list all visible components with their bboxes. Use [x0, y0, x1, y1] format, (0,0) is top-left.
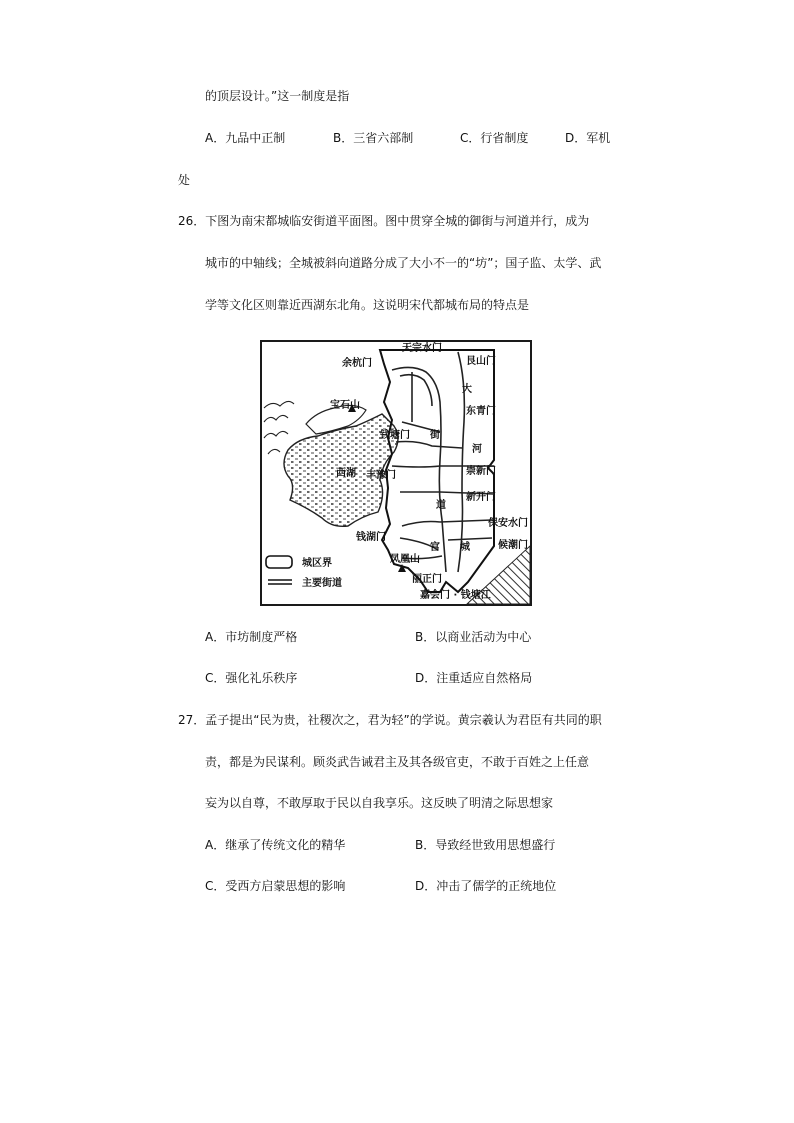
q26-stem-line2: 城市的中轴线；全城被斜向道路分成了大小不一的“坊”；国子监、太学、武 — [205, 256, 602, 270]
q25-option-d-wrap: 处 — [178, 173, 191, 187]
label-dao: 道 — [436, 500, 446, 511]
label-baoshishan: 宝石山 — [330, 400, 360, 411]
q25-option-d: D．军机 — [565, 131, 611, 145]
west-hills — [264, 401, 294, 454]
q27-stem-line3: 妄为以自尊，不敢厚取于民以自我享乐。这反映了明清之际思想家 — [205, 796, 554, 810]
legend-boundary-symbol — [266, 556, 292, 568]
q25-option-c: C．行省制度 — [460, 131, 529, 145]
label-chongxinmen: 崇新门 — [466, 466, 496, 477]
q26-option-a: A．市坊制度严格 — [205, 630, 298, 644]
q25-option-a: A．九品中正制 — [205, 131, 286, 145]
q27-option-b: B．导致经世致用思想盛行 — [415, 838, 556, 852]
label-qiantangmen: 钱塘门 — [380, 430, 410, 441]
label-fengyumen: 丰豫门 — [366, 470, 396, 481]
q26-option-c: C．强化礼乐秩序 — [205, 671, 298, 685]
legend-streets-label: 主要街道 — [302, 578, 342, 589]
lin-an-street-map — [260, 340, 532, 606]
label-he: 河 — [472, 444, 482, 455]
label-jiahuimen-qiantangjiang: 嘉会门 · 钱塘江 — [420, 590, 491, 601]
label-xinkaimen: 新开门 — [466, 492, 496, 503]
label-qianhumen: 钱湖门 — [356, 532, 386, 543]
q27-option-a: A．继承了传统文化的精华 — [205, 838, 346, 852]
label-cheng: 城 — [460, 542, 470, 553]
label-xihu: 西湖 — [336, 468, 356, 479]
q27-option-d: D．冲击了儒学的正统地位 — [415, 879, 557, 893]
q27-option-c: C．受西方启蒙思想的影响 — [205, 879, 346, 893]
label-yuhangmen: 余杭门 — [342, 358, 372, 369]
q27-stem-line1: 27．孟子提出“民为贵，社稷次之，君为轻”的学说。黄宗羲认为君臣有共同的职 — [178, 713, 602, 727]
legend-boundary-label: 城区界 — [302, 558, 332, 569]
label-houchaomen: 候潮门 — [498, 540, 528, 551]
q25-option-b: B．三省六部制 — [333, 131, 414, 145]
q27-stem-line2: 责，都是为民谋利。顾炎武告诫君主及其各级官吏，不敢于百姓之上任意 — [205, 755, 590, 769]
label-da: 大 — [462, 384, 472, 395]
q25-stem-tail: 的顶层设计。”这一制度是指 — [205, 89, 350, 103]
label-tianzongshuimen: 天宗水门 — [402, 343, 442, 354]
q26-option-b: B．以商业活动为中心 — [415, 630, 532, 644]
label-dongqingmen: 东青门 — [466, 406, 496, 417]
label-baoanshuimen: 保安水门 — [488, 518, 528, 529]
map-drawing — [262, 342, 530, 604]
legend-streets-symbol — [268, 580, 292, 584]
main-streets — [392, 352, 494, 572]
q26-stem-line3: 学等文化区则靠近西湖东北角。这说明宋代都城布局的特点是 — [205, 298, 530, 312]
label-lizhengmen: 丽正门 — [412, 574, 442, 585]
label-gong: 宫 — [430, 542, 440, 553]
label-fenghuangshan: 凤凰山 — [390, 554, 420, 565]
label-jie: 街 — [430, 430, 440, 441]
q26-option-d: D．注重适应自然格局 — [415, 671, 533, 685]
q26-stem-line1: 26．下图为南宋都城临安街道平面图。图中贯穿全城的御街与河道并行，成为 — [178, 214, 590, 228]
label-genshanmen: 艮山门 — [466, 356, 496, 367]
